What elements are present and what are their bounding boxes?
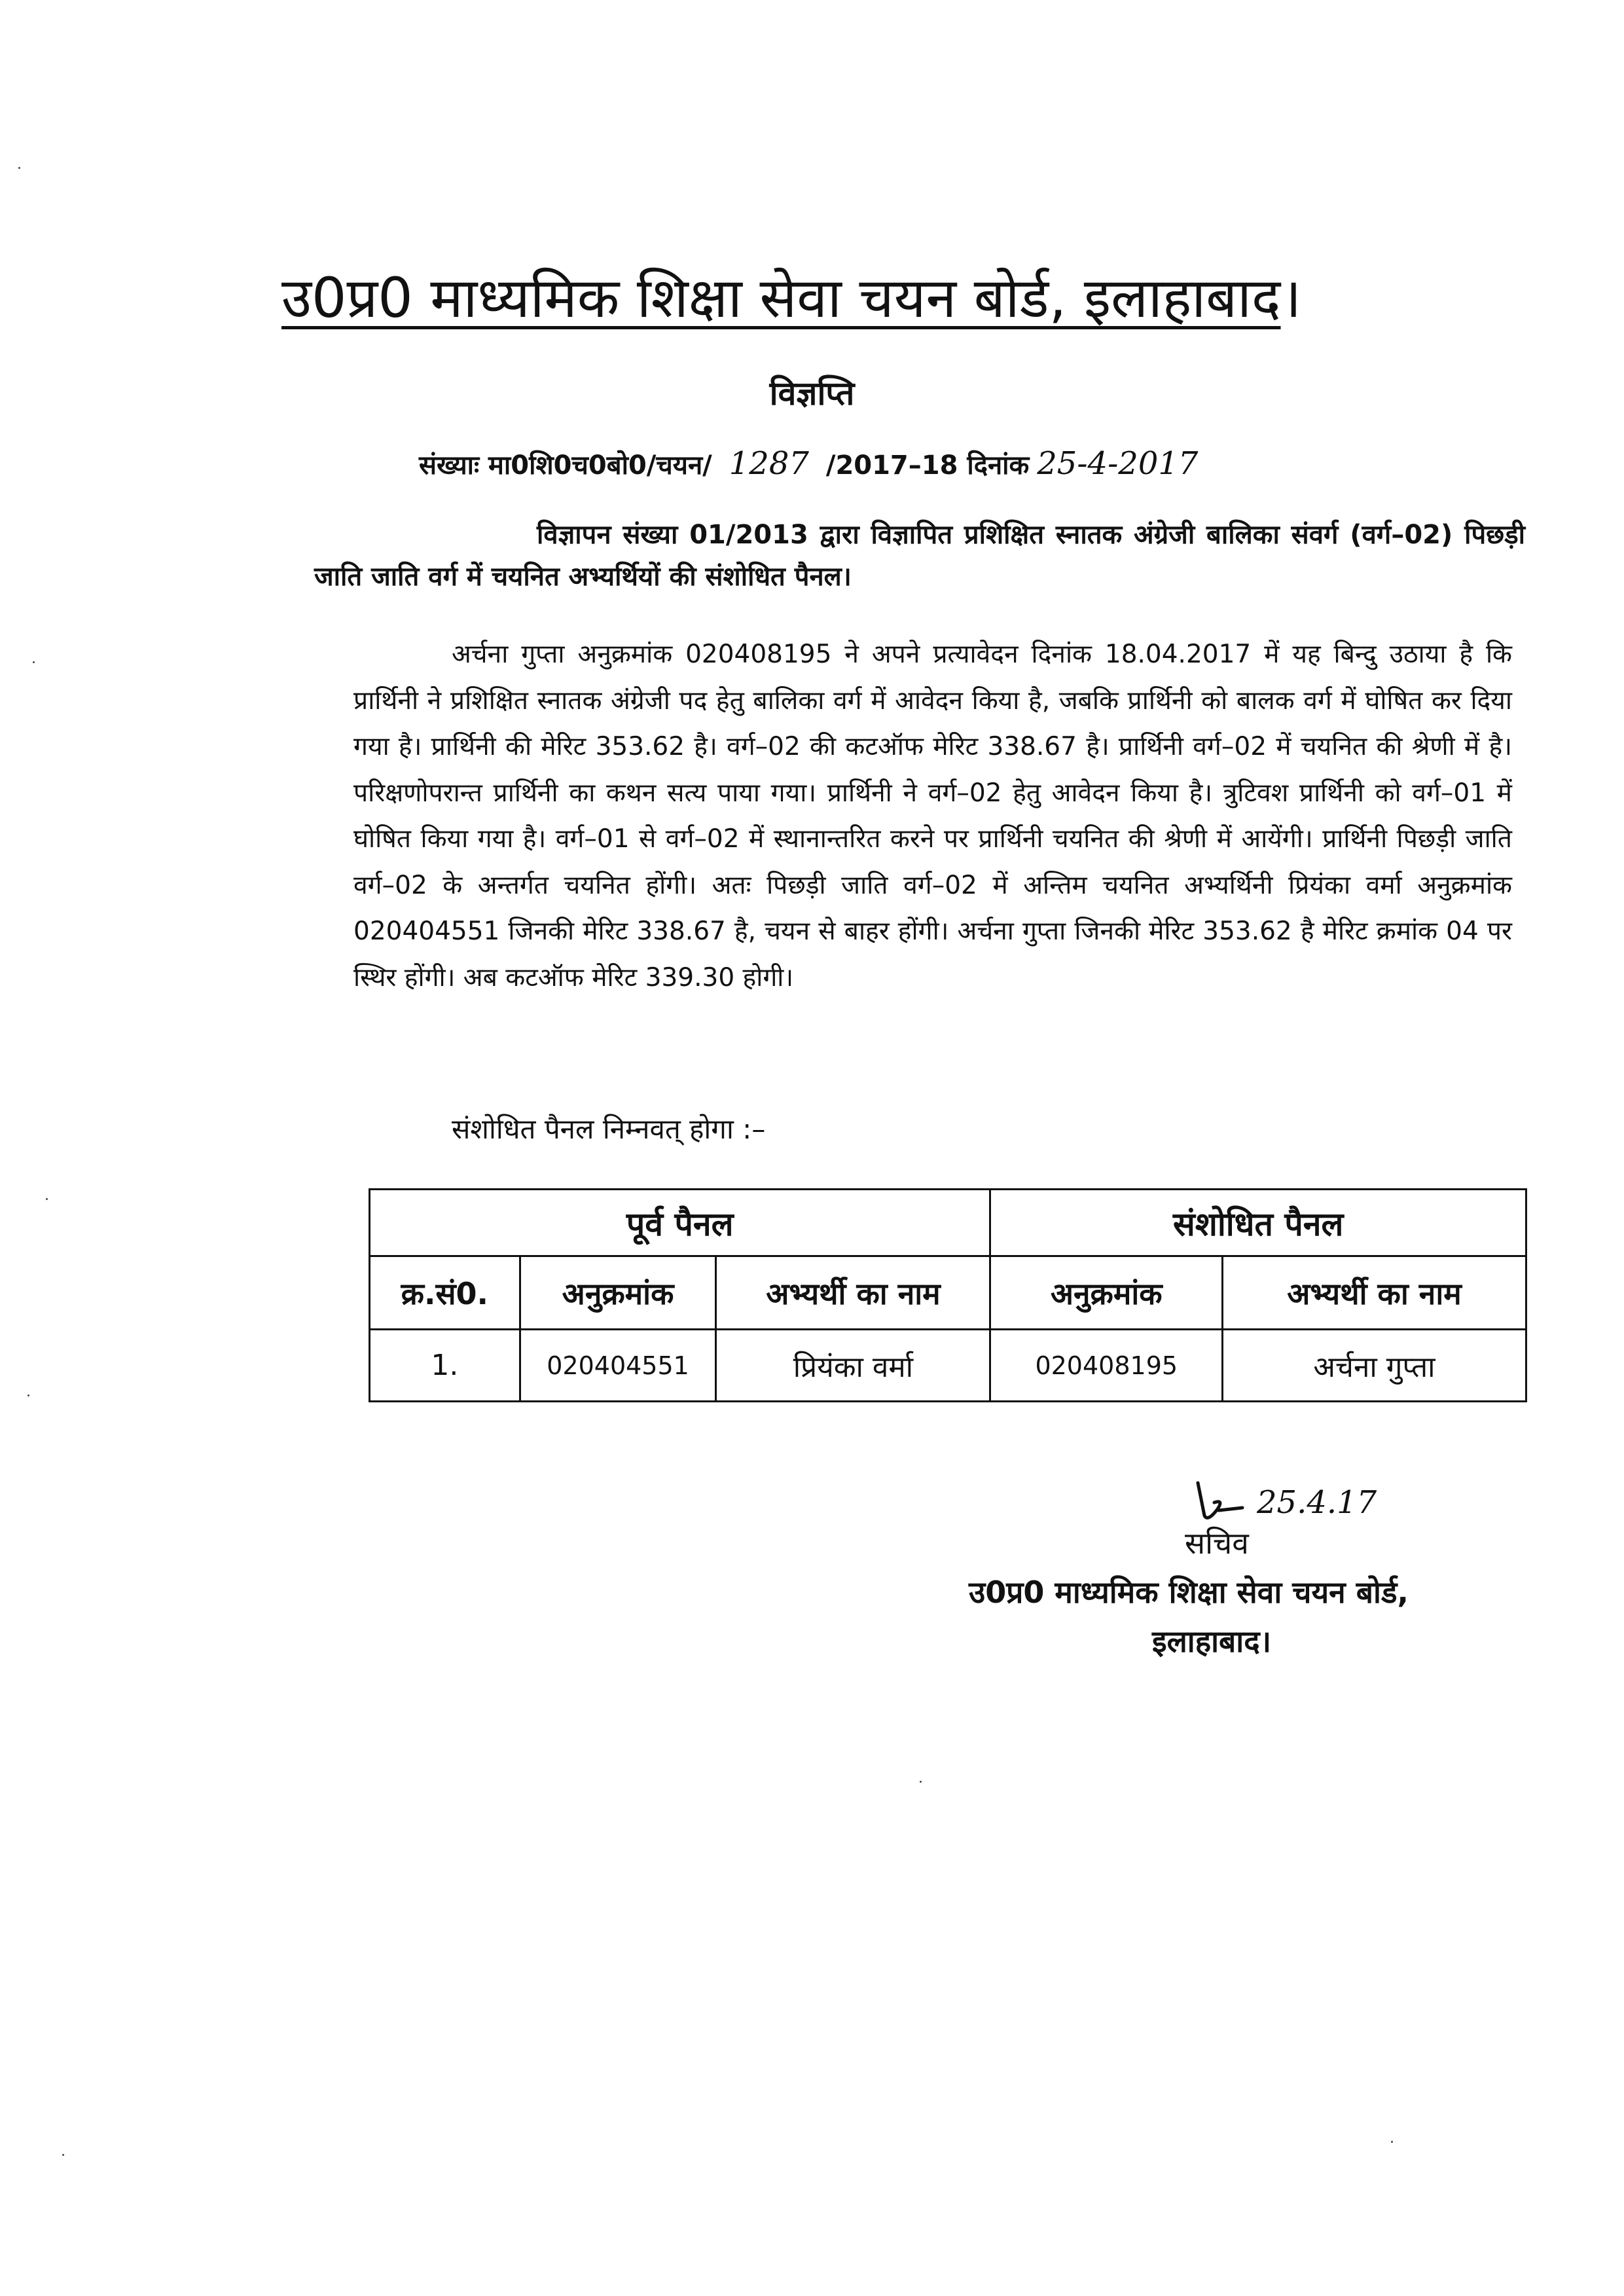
scan-speck bbox=[920, 1781, 922, 1783]
cell-roll-previous: 020404551 bbox=[520, 1330, 716, 1402]
scan-speck bbox=[62, 2154, 64, 2156]
reference-year: /2017–18 दिनांक bbox=[825, 450, 1030, 481]
column-header-row bbox=[370, 1256, 1526, 1330]
reference-line bbox=[419, 445, 1401, 482]
scan-speck bbox=[46, 1198, 48, 1200]
group-header-row bbox=[370, 1190, 1526, 1256]
panel-intro: संशोधित पैनल निम्नवत् होगा :– bbox=[452, 1113, 766, 1145]
board-name: उ0प्र0 माध्यमिक शिक्षा सेवा चयन बोर्ड, इलाहाबाद bbox=[281, 266, 1281, 330]
scan-speck bbox=[18, 167, 20, 169]
signature-date: 25.4.17 bbox=[1257, 1484, 1377, 1521]
column-header-roll-previous: अनुक्रमांक bbox=[520, 1256, 716, 1330]
reference-prefix: संख्याः मा0शि0च0बो0/चयन/ bbox=[419, 450, 712, 481]
reference-date: 25-4-2017 bbox=[1037, 445, 1199, 482]
cell-name-previous: प्रियंका वर्मा bbox=[716, 1330, 990, 1402]
signatory-city: इलाहाबाद। bbox=[1152, 1624, 1272, 1659]
column-header-roll-revised: अनुक्रमांक bbox=[990, 1256, 1223, 1330]
body-paragraph: अर्चना गुप्ता अनुक्रमांक 020408195 ने अपने प्रत्यावेदन दिनांक 18.04.2017 में यह बिन्दु उठाया है कि प्रार्थिनी ने प्रशिक्षित स्नातक अंग्रेजी पद हेतु बालिका वर्ग में आवेदन किया है, जबकि प्रार्थिनी को बालक वर्ग में घोषित कर दिया गया है। प्रार्थिनी की मेरिट 353.62 है। वर्ग–02 की कटऑफ मेरिट 338.67 है। प्रार्थिनी वर्ग–02 में चयनित की श्रेणी में है। परिक्षणोपरान्त प्रार्थिनी का कथन सत्य पाया गया। प्रार्थिनी ने वर्ग–02 हेतु आवेदन किया है। त्रुटिवश प्रार्थिनी को वर्ग–01 में घोषित किया गया है। वर्ग–01 से वर्ग–02 में स्थानान्तरित करने पर प्रार्थिनी चयनित की श्रेणी में आयेंगी। प्रार्थिनी पिछड़ी जाति वर्ग–02 के अन्तर्गत चयनित होंगी। अतः पिछड़ी जाति वर्ग–02 में अन्तिम चयनित अभ्यर्थिनी प्रियंका वर्मा अनुक्रमांक 020404551 जिनकी मेरिट 338.67 है, चयन से बाहर होंगी। अर्चना गुप्ता जिनकी मेरिट 353.62 है मेरिट क्रमांक 04 पर स्थिर होंगी। अब कटऑफ मेरिट 339.30 होगी। bbox=[353, 640, 1512, 993]
table-row bbox=[370, 1330, 1526, 1402]
panel-table bbox=[369, 1188, 1527, 1402]
notice-label: विज्ञप्ति bbox=[769, 374, 855, 412]
cell-name-revised: अर्चना गुप्ता bbox=[1223, 1330, 1526, 1402]
cell-roll-revised: 020408195 bbox=[990, 1330, 1223, 1402]
scan-speck bbox=[1391, 2141, 1393, 2143]
page-title bbox=[281, 262, 1525, 334]
scan-speck bbox=[27, 1394, 29, 1396]
signatory-title: सचिव bbox=[1185, 1525, 1249, 1561]
signature-scribble bbox=[1178, 1470, 1453, 1529]
signatory-organization: उ0प्र0 माध्यमिक शिक्षा सेवा चयन बोर्ड, bbox=[969, 1575, 1409, 1610]
group-header-previous: पूर्व पैनल bbox=[370, 1190, 990, 1256]
subject-paragraph: विज्ञापन संख्या 01/2013 द्वारा विज्ञापित प्रशिक्षित स्नातक अंग्रेजी बालिका संवर्ग (वर्ग–02) पिछड़ी जाति जाति वर्ग में चयनित अभ्यर्थियों की संशोधित पैनल। bbox=[314, 520, 1525, 592]
group-header-revised: संशोधित पैनल bbox=[990, 1190, 1526, 1256]
reference-number: 1287 bbox=[729, 445, 809, 482]
scan-speck bbox=[33, 661, 35, 663]
title-end-mark: । bbox=[1280, 266, 1302, 330]
column-header-name-revised: अभ्यर्थी का नाम bbox=[1223, 1256, 1526, 1330]
column-header-name-previous: अभ्यर्थी का नाम bbox=[716, 1256, 990, 1330]
cell-serial: 1. bbox=[370, 1330, 520, 1402]
column-header-serial: क्र.सं0. bbox=[370, 1256, 520, 1330]
